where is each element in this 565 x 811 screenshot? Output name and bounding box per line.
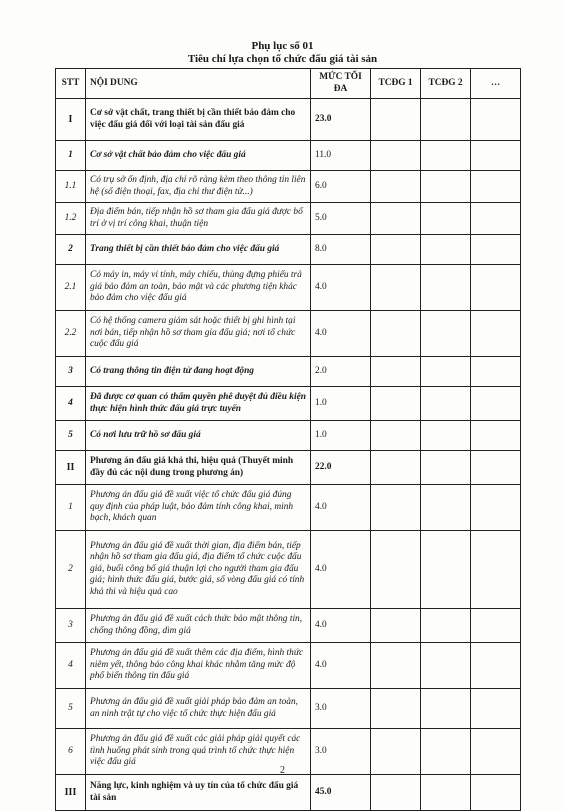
cell-stt: II: [56, 451, 86, 485]
cell-more: [471, 265, 521, 311]
cell-stt: 3: [56, 609, 86, 643]
cell-tcdg-1: [371, 775, 421, 811]
cell-tcdg-1: [371, 387, 421, 421]
cell-tcdg-1: [371, 485, 421, 531]
cell-tcdg-2: [421, 141, 471, 171]
header-tcdg-2: TCĐG 2: [421, 69, 471, 99]
cell-content: Đã được cơ quan có thẩm quyền phê duyệt đủ điều kiện thực hiện hình thức đấu giá trực tuyến: [86, 387, 311, 421]
cell-more: [471, 643, 521, 689]
cell-content: Cơ sở vật chất, trang thiết bị cần thiết bảo đảm cho việc đấu giá đối với loại tài sản đấu giá: [86, 99, 311, 141]
cell-content: Phương án đấu giá đề xuất thời gian, địa điểm bán, tiếp nhận hồ sơ tham gia đấu giá, địa điểm tổ chức cuộc đấu giá, buổi công bố giá thuận lợi cho người tham gia đấu giá; hình thức đấu giá, bước giá, số vòng đấu giá có tính khả thi và hiệu quả cao: [86, 531, 311, 609]
cell-tcdg-2: [421, 485, 471, 531]
cell-more: [471, 203, 521, 235]
cell-stt: 2: [56, 235, 86, 265]
cell-stt: 2.2: [56, 311, 86, 357]
table-row: [56, 609, 521, 643]
cell-more: [471, 311, 521, 357]
cell-max-score: 3.0: [311, 729, 371, 775]
cell-tcdg-2: [421, 311, 471, 357]
cell-tcdg-2: [421, 357, 471, 387]
cell-content: Có máy in, máy vi tính, máy chiếu, thùng đựng phiếu trả giá bảo đảm an toàn, bảo mật và các phương tiện khác bảo đảm cho việc đấu giá: [86, 265, 311, 311]
cell-content: Phương án đấu giá đề xuất việc tổ chức đấu giá đúng quy định của pháp luật, bảo đảm tính công khai, minh bạch, khách quan: [86, 485, 311, 531]
cell-tcdg-1: [371, 203, 421, 235]
table-row: [56, 357, 521, 387]
cell-tcdg-2: [421, 387, 471, 421]
cell-max-score: 45.0: [311, 775, 371, 811]
table-row: [56, 141, 521, 171]
cell-max-score: 1.0: [311, 387, 371, 421]
cell-max-score: 4.0: [311, 643, 371, 689]
cell-more: [471, 387, 521, 421]
header-content: NỘI DUNG: [86, 69, 311, 99]
cell-stt: III: [56, 775, 86, 811]
cell-stt: 4: [56, 643, 86, 689]
cell-more: [471, 99, 521, 141]
cell-tcdg-1: [371, 689, 421, 729]
cell-tcdg-1: [371, 311, 421, 357]
cell-stt: 1.2: [56, 203, 86, 235]
cell-more: [471, 171, 521, 203]
document-subtitle: Tiêu chí lựa chọn tổ chức đấu giá tài sản: [187, 53, 378, 65]
table-row: [56, 451, 521, 485]
table-row: [56, 485, 521, 531]
table-row: [56, 387, 521, 421]
table-row: [56, 689, 521, 729]
cell-content: Cơ sở vật chất bảo đảm cho việc đấu giá: [86, 141, 311, 171]
cell-tcdg-2: [421, 171, 471, 203]
cell-stt: I: [56, 99, 86, 141]
cell-more: [471, 357, 521, 387]
header-stt: STT: [56, 69, 86, 99]
cell-tcdg-1: [371, 265, 421, 311]
cell-max-score: 22.0: [311, 451, 371, 485]
cell-tcdg-1: [371, 531, 421, 609]
cell-max-score: 4.0: [311, 485, 371, 531]
table-row: [56, 203, 521, 235]
cell-max-score: 23.0: [311, 99, 371, 141]
cell-stt: 2.1: [56, 265, 86, 311]
cell-more: [471, 485, 521, 531]
cell-max-score: 4.0: [311, 265, 371, 311]
cell-more: [471, 451, 521, 485]
cell-tcdg-1: [371, 99, 421, 141]
cell-stt: 1: [56, 141, 86, 171]
cell-content: Có trang thông tin điện tử đang hoạt động: [86, 357, 311, 387]
cell-content: Địa điểm bán, tiếp nhận hồ sơ tham gia đấu giá được bố trí ở vị trí công khai, thuận tiện: [86, 203, 311, 235]
cell-max-score: 2.0: [311, 357, 371, 387]
table-row: [56, 643, 521, 689]
cell-tcdg-1: [371, 235, 421, 265]
cell-content: Phương án đấu giá khả thi, hiệu quả (Thuyết minh đầy đủ các nội dung trong phương án): [86, 451, 311, 485]
cell-max-score: 1.0: [311, 421, 371, 451]
table-row: [56, 235, 521, 265]
cell-content: Có hệ thống camera giám sát hoặc thiết bị ghi hình tại nơi bán, tiếp nhận hồ sơ tham gia đấu giá; nơi tổ chức cuộc đấu giá: [86, 311, 311, 357]
cell-more: [471, 421, 521, 451]
cell-more: [471, 235, 521, 265]
cell-more: [471, 531, 521, 609]
cell-tcdg-1: [371, 451, 421, 485]
cell-more: [471, 609, 521, 643]
header-max-score: MỨC TỐI ĐA: [311, 69, 371, 99]
table-row: [56, 421, 521, 451]
cell-stt: 3: [56, 357, 86, 387]
cell-max-score: 3.0: [311, 689, 371, 729]
cell-content: Có nơi lưu trữ hồ sơ đấu giá: [86, 421, 311, 451]
cell-content: Phương án đấu giá đề xuất cách thức bảo mật thông tin, chống thông đồng, dìm giá: [86, 609, 311, 643]
cell-tcdg-2: [421, 531, 471, 609]
cell-tcdg-1: [371, 357, 421, 387]
appendix-title: Phụ lục số 01: [251, 40, 314, 52]
cell-content: Trang thiết bị cần thiết bảo đảm cho việc đấu giá: [86, 235, 311, 265]
cell-max-score: 8.0: [311, 235, 371, 265]
cell-content: Phương án đấu giá đề xuất thêm các địa điểm, hình thức niêm yết, thông báo công khai khác nhằm tăng mức độ phổ biến thông tin đấu giá: [86, 643, 311, 689]
cell-tcdg-2: [421, 451, 471, 485]
criteria-table: [55, 68, 521, 811]
cell-tcdg-1: [371, 171, 421, 203]
cell-more: [471, 141, 521, 171]
cell-max-score: 4.0: [311, 609, 371, 643]
header-tcdg-1: TCĐG 1: [371, 69, 421, 99]
cell-stt: 5: [56, 421, 86, 451]
cell-tcdg-2: [421, 203, 471, 235]
cell-stt: 4: [56, 387, 86, 421]
cell-content: Có trụ sở ổn định, địa chỉ rõ ràng kèm theo thông tin liên hệ (số điện thoại, fax, địa chỉ thư điện tử...): [86, 171, 311, 203]
table-row: [56, 311, 521, 357]
cell-stt: 6: [56, 729, 86, 775]
cell-max-score: 4.0: [311, 531, 371, 609]
cell-tcdg-2: [421, 99, 471, 141]
table-header-row: [56, 69, 521, 99]
cell-stt: 2: [56, 531, 86, 609]
table-row: [56, 265, 521, 311]
cell-max-score: 4.0: [311, 311, 371, 357]
cell-tcdg-2: [421, 265, 471, 311]
cell-tcdg-2: [421, 235, 471, 265]
table-row: [56, 171, 521, 203]
table-row: [56, 99, 521, 141]
cell-tcdg-1: [371, 643, 421, 689]
cell-tcdg-2: [421, 689, 471, 729]
table-row: [56, 775, 521, 811]
cell-max-score: 11.0: [311, 141, 371, 171]
cell-tcdg-2: [421, 775, 471, 811]
cell-stt: 5: [56, 689, 86, 729]
cell-content: Phương án đấu giá đề xuất các giải pháp giải quyết các tình huống phát sinh trong quá trình tổ chức thực hiện việc đấu giá: [86, 729, 311, 775]
cell-max-score: 5.0: [311, 203, 371, 235]
cell-tcdg-1: [371, 141, 421, 171]
cell-tcdg-2: [421, 609, 471, 643]
page-number: 2: [280, 765, 285, 776]
cell-tcdg-2: [421, 643, 471, 689]
header-more: …: [471, 69, 521, 99]
table-body: [56, 99, 521, 811]
cell-content: Phương án đấu giá đề xuất giải pháp bảo đảm an toàn, an ninh trật tự cho việc tổ chức thực hiện đấu giá: [86, 689, 311, 729]
cell-tcdg-1: [371, 421, 421, 451]
cell-max-score: 6.0: [311, 171, 371, 203]
cell-stt: 1.1: [56, 171, 86, 203]
table-row: [56, 531, 521, 609]
cell-more: [471, 689, 521, 729]
cell-tcdg-2: [421, 421, 471, 451]
cell-tcdg-1: [371, 609, 421, 643]
cell-more: [471, 775, 521, 811]
cell-stt: 1: [56, 485, 86, 531]
cell-content: Năng lực, kinh nghiệm và uy tín của tổ chức đấu giá tài sản: [86, 775, 311, 811]
